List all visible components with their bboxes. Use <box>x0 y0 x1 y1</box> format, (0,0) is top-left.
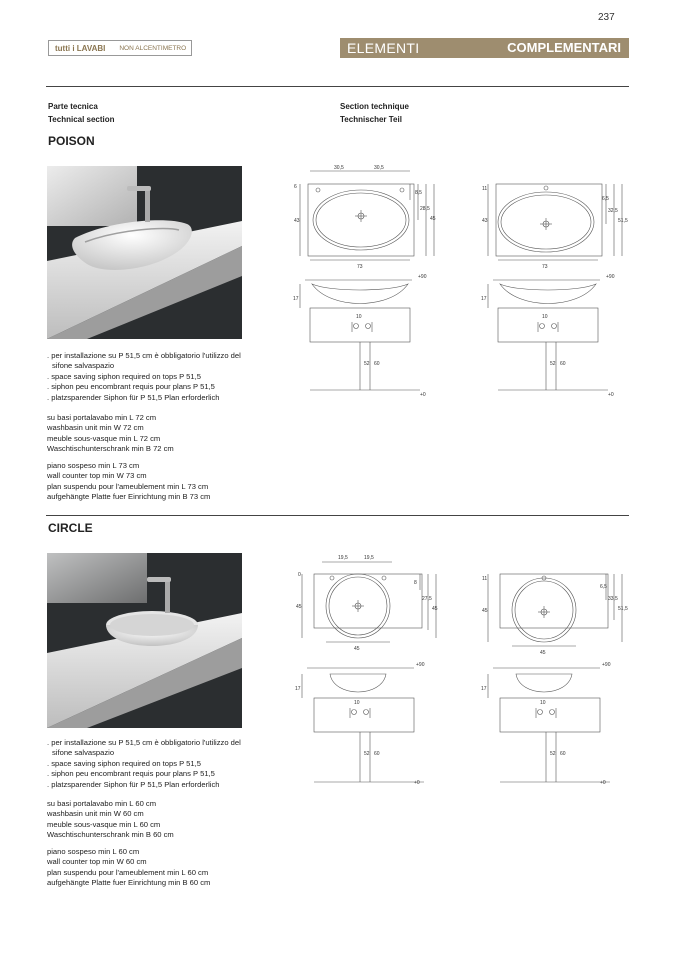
note-line: . space saving siphon required on tops P 51,5 <box>47 758 201 768</box>
dim-label: 11 <box>482 576 488 582</box>
note-line: plan suspendu pour l'ameublement min L 73 cm <box>47 481 209 491</box>
note-line: . space saving siphon required on tops P 51,5 <box>47 371 201 381</box>
siphon-notes <box>47 738 262 790</box>
dim-label: 45 <box>296 604 302 610</box>
dim-label: 60 <box>560 361 566 367</box>
note-line: . siphon peu encombrant requis pour plans P 51,5 <box>47 382 215 392</box>
dim-label: 28,5 <box>420 206 430 212</box>
note-line: wall counter top min W 60 cm <box>47 857 147 867</box>
dim-label: +0 <box>414 780 420 786</box>
note-line: aufgehängte Platte fuer Einrichtung min B 60 cm <box>47 878 211 888</box>
dim-label: 10 <box>354 700 360 706</box>
dim-label: 19,5 <box>338 555 348 561</box>
note-line: piano sospeso min L 60 cm <box>47 847 140 856</box>
dim-label: 8,5 <box>415 190 422 196</box>
dim-label: 6,5 <box>600 584 607 590</box>
product-title: POISON <box>48 134 95 148</box>
dim-label: +90 <box>606 274 615 280</box>
banner-left: ELEMENTI <box>347 40 420 56</box>
banner-right: COMPLEMENTARI <box>507 40 621 55</box>
dim-label: 0 <box>298 572 301 578</box>
dim-label: 60 <box>374 751 380 757</box>
dim-label: 30,5 <box>374 165 384 171</box>
dim-label: 10 <box>356 314 362 320</box>
note-line: su basi portalavabo min L 72 cm <box>47 413 157 422</box>
technical-drawing-circle-b <box>478 550 628 790</box>
dim-label: 73 <box>542 264 548 270</box>
heading-de: Technischer Teil <box>340 115 402 124</box>
dim-label: 10 <box>542 314 548 320</box>
dim-label: +0 <box>608 392 614 398</box>
siphon-notes <box>47 351 262 403</box>
dim-label: +90 <box>416 662 425 668</box>
dim-label: 60 <box>560 751 566 757</box>
breadcrumb-section[interactable]: tutti i LAVABI <box>55 43 106 53</box>
dim-label: 11 <box>482 186 488 192</box>
note-line: piano sospeso min L 73 cm <box>47 461 140 470</box>
dim-label: +0 <box>600 780 606 786</box>
dim-label: +90 <box>418 274 427 280</box>
note-line: . per installazione su P 51,5 cm è obbligatorio l'utilizzo del <box>47 351 241 360</box>
dim-label: 45 <box>482 608 488 614</box>
note-line: washbasin unit min W 60 cm <box>47 809 144 819</box>
dim-label: 45 <box>432 606 438 612</box>
technical-drawing-poison-a <box>290 160 440 400</box>
top-notes <box>47 461 277 503</box>
dim-label: 33,5 <box>608 596 618 602</box>
dim-label: 10 <box>540 700 546 706</box>
note-line: . platzsparender Siphon für P 51,5 Plan erforderlich <box>47 779 220 789</box>
note-line: washbasin unit min W 72 cm <box>47 423 144 433</box>
dim-label: +0 <box>420 392 426 398</box>
dim-label: 27,5 <box>422 596 432 602</box>
note-line: Waschtischunterschrank min B 60 cm <box>47 830 174 840</box>
note-line: meuble sous-vasque min L 72 cm <box>47 433 161 443</box>
dim-label: 52 <box>364 361 370 367</box>
dim-label: 52 <box>364 751 370 757</box>
note-line: sifone salvaspazio <box>52 361 115 371</box>
page-number: 237 <box>598 12 615 23</box>
heading-left <box>48 100 115 126</box>
product-title: CIRCLE <box>48 521 93 535</box>
note-line: . platzsparender Siphon für P 51,5 Plan erforderlich <box>47 392 220 402</box>
breadcrumb-sub[interactable]: NON ALCENTIMETRO <box>119 44 187 52</box>
section-divider <box>46 515 629 516</box>
technical-drawing-circle-a <box>292 550 442 790</box>
heading-fr: Section technique <box>340 102 409 111</box>
dim-label: 45 <box>354 646 360 652</box>
note-line: plan suspendu pour l'ameublement min L 60 cm <box>47 867 209 877</box>
technical-drawing-poison-b <box>478 160 628 400</box>
dim-label: +90 <box>602 662 611 668</box>
dim-label: 17 <box>481 296 487 302</box>
dim-label: 52 <box>550 361 556 367</box>
dim-label: 60 <box>374 361 380 367</box>
heading-it: Parte tecnica <box>48 102 98 111</box>
note-line: Waschtischunterschrank min B 72 cm <box>47 444 174 454</box>
dim-label: 43 <box>294 218 300 224</box>
dim-label: 8 <box>414 580 417 586</box>
dim-label: 73 <box>357 264 363 270</box>
dim-label: 17 <box>481 686 487 692</box>
dim-label: 45 <box>430 216 436 222</box>
breadcrumb[interactable] <box>48 40 192 56</box>
dim-label: 32,5 <box>608 208 618 214</box>
dim-label: 6,5 <box>602 196 609 202</box>
dim-label: 51,5 <box>618 218 628 224</box>
header-divider <box>46 86 629 87</box>
dim-label: 43 <box>482 218 488 224</box>
dim-label: 45 <box>540 650 546 656</box>
section-banner <box>340 38 629 58</box>
product-photo-circle <box>47 553 242 728</box>
note-line: . siphon peu encombrant requis pour plans P 51,5 <box>47 769 215 779</box>
note-line: . per installazione su P 51,5 cm è obbligatorio l'utilizzo del <box>47 738 241 747</box>
top-notes <box>47 847 277 889</box>
note-line: sifone salvaspazio <box>52 748 115 758</box>
dim-label: 30,5 <box>334 165 344 171</box>
dim-label: 51,5 <box>618 606 628 612</box>
dim-label: 19,5 <box>364 555 374 561</box>
note-line: su basi portalavabo min L 60 cm <box>47 799 157 808</box>
dim-label: 17 <box>293 296 299 302</box>
dim-label: 17 <box>295 686 301 692</box>
note-line: wall counter top min W 73 cm <box>47 471 147 481</box>
dim-label: 52 <box>550 751 556 757</box>
heading-right <box>340 100 409 126</box>
base-notes <box>47 799 262 841</box>
base-notes <box>47 413 262 455</box>
heading-en: Technical section <box>48 115 115 124</box>
dim-label: 6 <box>294 184 297 190</box>
note-line: meuble sous-vasque min L 60 cm <box>47 819 161 829</box>
note-line: aufgehängte Platte fuer Einrichtung min B 73 cm <box>47 492 211 502</box>
product-photo-poison <box>47 166 242 339</box>
